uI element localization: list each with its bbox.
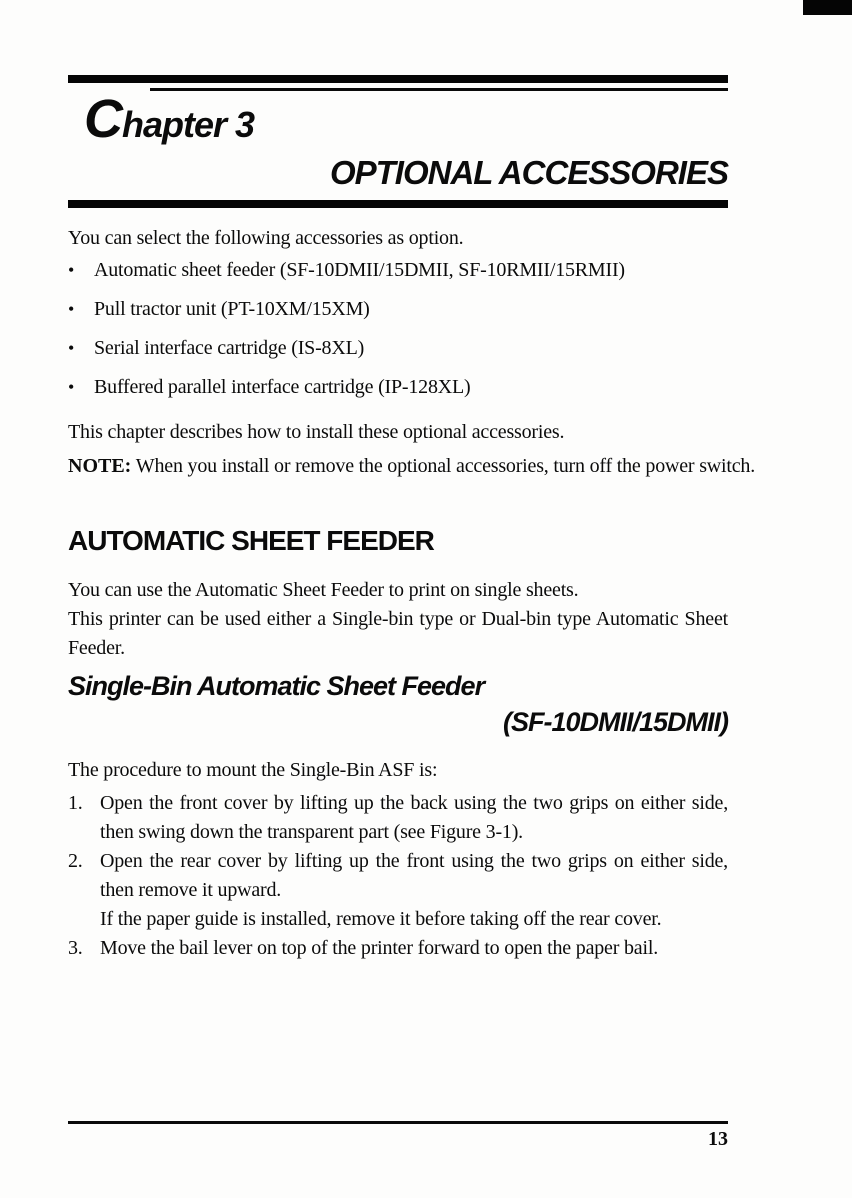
page-corner-tab: [803, 0, 852, 15]
subsection-heading-model: (SF-10DMII/15DMII): [502, 707, 728, 737]
bullet-icon: •: [68, 377, 75, 397]
procedure-steps: [68, 789, 728, 963]
step-number: 2.: [68, 850, 83, 872]
asf-paragraph-line2: This printer can be used either a Single-bin type or Dual-bin type Automatic Sheet Feeder.: [68, 608, 728, 659]
step-item: [68, 789, 728, 847]
list-item-text: Buffered parallel interface cartridge (IP-128XL): [94, 376, 471, 398]
bullet-icon: •: [68, 299, 75, 319]
step-number: 1.: [68, 792, 83, 814]
note-paragraph: [68, 452, 806, 481]
chapter-heading: [84, 89, 728, 152]
note-text: When you install or remove the optional accessories, turn off the power switch.: [135, 455, 756, 477]
step-text: [100, 789, 728, 847]
list-item-text: Pull tractor unit (PT-10XM/15XM): [94, 298, 370, 320]
header-rule-bottom: [68, 200, 728, 208]
step-text: [100, 847, 728, 934]
list-item: [68, 334, 728, 363]
footer-rule: [68, 1121, 728, 1124]
step-text: [100, 934, 728, 963]
note-label: NOTE:: [68, 455, 132, 477]
procedure-lead: The procedure to mount the Single-Bin ASF is:: [68, 759, 438, 781]
bullet-icon: •: [68, 338, 75, 358]
page-number: 13: [708, 1128, 728, 1150]
step-text-line: If the paper guide is installed, remove it before taking off the rear cover.: [100, 908, 662, 930]
subsection-heading-line1: Single-Bin Automatic Sheet Feeder: [68, 671, 485, 701]
asf-paragraph: [68, 576, 728, 663]
chapter-initial: C: [84, 89, 122, 149]
list-item-text: Serial interface cartridge (IS-8XL): [94, 337, 365, 359]
chapter-description: This chapter describes how to install these optional accessories.: [68, 421, 565, 443]
accessory-list: [68, 256, 728, 412]
intro-paragraph: You can select the following accessories as option.: [68, 227, 464, 249]
list-item: [68, 373, 728, 402]
step-text-line: Open the front cover by lifting up the back using the two grips on either side, then swing down the transparent part (see Figure 3-1).: [100, 792, 728, 843]
step-item: [68, 934, 728, 963]
step-text-line: Move the bail lever on top of the printer forward to open the paper bail.: [100, 937, 658, 959]
subsection-heading-single-bin: [68, 668, 728, 740]
step-number: 3.: [68, 937, 83, 959]
section-heading-automatic-sheet-feeder: AUTOMATIC SHEET FEEDER: [68, 525, 434, 556]
asf-paragraph-line1: You can use the Automatic Sheet Feeder to print on single sheets.: [68, 579, 579, 601]
list-item: [68, 256, 728, 285]
chapter-title: OPTIONAL ACCESSORIES: [329, 154, 728, 191]
step-text-line: Open the rear cover by lifting up the front using the two grips on either side, then remove it upward.: [100, 850, 728, 901]
list-item-text: Automatic sheet feeder (SF-10DMII/15DMII, SF-10RMII/15RMII): [94, 259, 625, 281]
step-item: [68, 847, 728, 934]
header-rule-sub: [150, 88, 728, 91]
chapter-rest: hapter 3: [122, 104, 255, 145]
header-rule-top: [68, 75, 728, 83]
bullet-icon: •: [68, 260, 75, 280]
list-item: [68, 295, 728, 324]
